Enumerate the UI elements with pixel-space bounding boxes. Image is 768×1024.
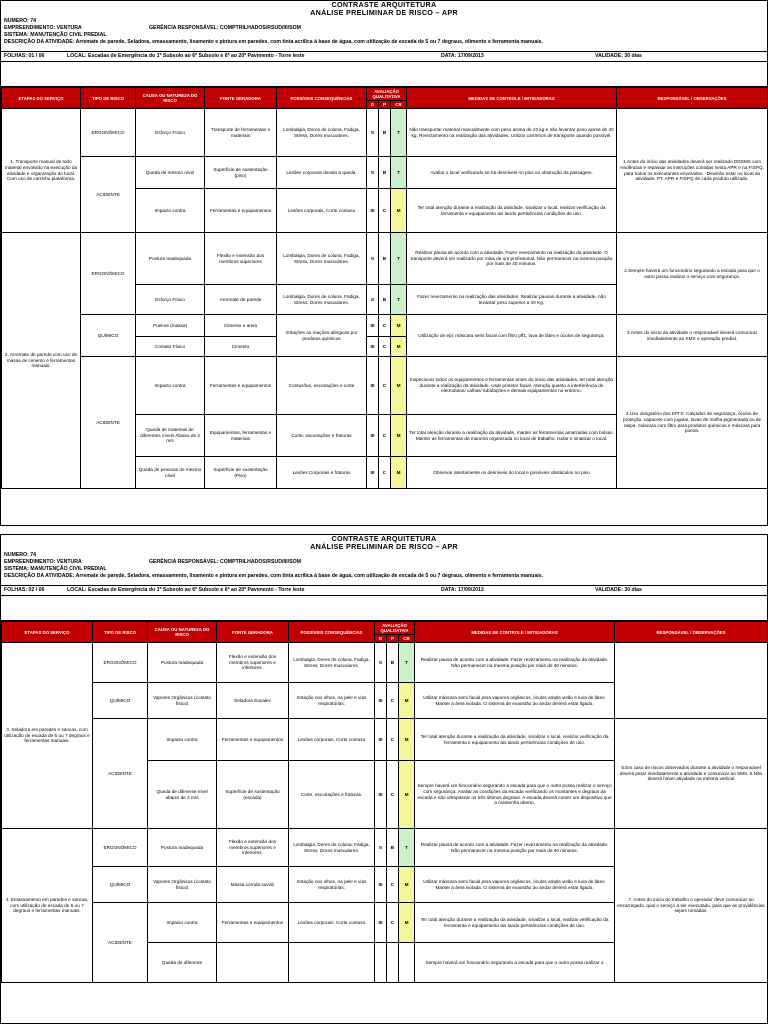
data-label: DATA: (441, 587, 457, 593)
fonte-cell: Arremate de parede (205, 285, 277, 315)
consequencia-cell: Irritação nos olhos, na pele e vias respiratórias. (289, 683, 375, 719)
medidas-cell: Ter total atenção durante a realização da atividade, sinalizar o local, realizar verificação da ferramenta e equipamento ais tando pertinências condições de uso. (407, 189, 617, 233)
cr-cell: T (391, 157, 407, 189)
risk-table (1, 87, 768, 489)
causa-cell: Queda de mesmo nível (136, 157, 205, 189)
gerencia-line (149, 25, 301, 31)
col-medidas: MEDIDAS DE CONTROLE / MITIGADORAS (407, 88, 617, 109)
causa-cell: Impacto contra (148, 719, 217, 761)
sistema-label: SISTEMA: (4, 566, 29, 572)
folhas-line (4, 587, 44, 593)
medidas-cell: Sempre haverá um funcionário segurando a escada para que o outro possa realizar o serviço com segurança. Avaliar as condições da escada verificando os montantes e degraus da escada e não ultrapassar os três últimos degraus. A escada deverá conter um dispositivo que a mantenha aberto. (415, 761, 615, 829)
sistema-line (4, 32, 107, 38)
gerencia-value: COMPTRILHADOS/RSUD/III/SOM (220, 25, 301, 31)
cr-cell: M (399, 719, 415, 761)
numero-line (4, 18, 36, 24)
cr-cell: M (399, 903, 415, 943)
sistema-value: MANUTENÇÃO CIVIL PREDIAL (30, 32, 107, 38)
local-label: LOCAL: (67, 53, 87, 59)
p-cell: C (387, 761, 399, 829)
medidas-cell: Inspecionar todos os equipamentos e ferramentas antes do início das atividades, ter total atenção durante a realização da atividade. Usar protetor facial. Atenção quanto a interferência de eletrodutos/ calhas/ tubulações e demais equipamentos no entorno. (407, 357, 617, 415)
table-row (2, 315, 768, 337)
medidas-cell: Ter total atenção durante a realização da atividade, manter as ferramentas amarradas com bolsas. Manter as ferramentas de maneira organizada no local de trabalho. Isolar e sinalizar o local. (407, 415, 617, 457)
p-cell: C (379, 357, 391, 415)
gerencia-label: GERÊNCIA RESPONSÁVEL: (149, 559, 219, 565)
folhas-value: 02 / 06 (28, 587, 45, 593)
cr-cell: M (391, 457, 407, 489)
consequencia-cell: Lombalgia, Dores de coluna, Fadiga, Stress, Dores musculares. (289, 643, 375, 683)
etapa-cell: 3. Seladora em paredes e sancas, com utilização de escada de 5 ou 7 degraus e ferramentas manuais. (2, 643, 93, 829)
tipo-cell: QUÍMICO (93, 867, 148, 903)
table-row (2, 643, 768, 683)
etapa-cell: 4. Emassamento em paredes e sancas, com utilização de escada de 5 ou 7 degraus e ferramentas manuais. (2, 829, 93, 983)
consequencia-cell: Lesões corporais, Corte contuso (289, 719, 375, 761)
tipo-cell: ACIDENTE (93, 903, 148, 983)
sistema-line (4, 566, 107, 572)
data-line (441, 53, 484, 59)
local-line (67, 587, 305, 593)
numero-value: 74 (30, 552, 37, 558)
descricao-label: DESCRIÇÃO DA ATIVIDADE: (4, 39, 75, 45)
consequencia-cell: Lesões corporais devido a queda. (277, 157, 367, 189)
fonte-cell: Cimento e areia (205, 315, 277, 337)
col-tipo: TIPO DE RISCO (93, 622, 148, 643)
empreendimento-value: VENTURA (56, 559, 82, 565)
consequencia-cell: Lesões corporais, Corte contuso (277, 189, 367, 233)
fonte-cell: Ferramentas e equipamentos (217, 719, 289, 761)
causa-cell: Postura Inadequada (148, 643, 217, 683)
causa-cell: Queda de diferente (148, 943, 217, 983)
g-cell: III (367, 357, 379, 415)
p-cell: C (387, 719, 399, 761)
sheet-header (1, 535, 767, 621)
medidas-cell: Realizar pausa de acordo com a atividade. Fazer revezamento na realização da atividade. O transporte deverá ser realizado por mais de um profissional. Não permanecer na mesma posição por mais de 40 minutos. (407, 233, 617, 285)
p-cell: B (379, 233, 391, 285)
responsavel-cell (615, 643, 768, 719)
fonte-cell: Equipamentos, ferramentas e materiais (205, 415, 277, 457)
medidas-cell: Sempre haverá um funcionário segurando a escada para que o outro possa realizar o (415, 943, 615, 983)
consequencia-cell: Lesões Corporais e fraturas (277, 457, 367, 489)
medidas-cell: Avaliar o local verificando se há desníveis no piso ou obstrução da passagem. (407, 157, 617, 189)
g-cell: II (367, 157, 379, 189)
tipo-cell: ACIDENTE (93, 719, 148, 829)
cr-cell: M (399, 683, 415, 719)
cr-cell: M (391, 189, 407, 233)
fonte-cell: Ferramentas e equipamentos (205, 189, 277, 233)
col-causa: CAUSA OU NATUREZA DO RISCO (148, 622, 217, 643)
table-row (2, 357, 768, 415)
gerencia-label: GERÊNCIA RESPONSÁVEL: (149, 25, 219, 31)
cr-cell: T (391, 109, 407, 157)
p-cell: C (387, 903, 399, 943)
col-p: P (379, 101, 391, 109)
fonte-cell: Superfície de sustentação (piso) (205, 157, 277, 189)
numero-value: 74 (30, 18, 37, 24)
p-cell: C (379, 415, 391, 457)
causa-cell: Impacto contra (148, 903, 217, 943)
causa-cell: Esforço Físico (136, 285, 205, 315)
g-cell: III (367, 337, 379, 357)
descricao-line (4, 573, 764, 579)
empreendimento-line (4, 559, 82, 565)
data-label: DATA: (441, 53, 457, 59)
col-causa: CAUSA OU NATUREZA DO RISCO (136, 88, 205, 109)
company-name: CONTRASTE ARQUITETURA (331, 534, 437, 543)
causa-cell: Impacto contra (136, 189, 205, 233)
local-value: Escadas de Emergência do 1º Subsolo ao 6º Subsolo e 6º ao 20º Pavimento - Torre leste (88, 587, 305, 593)
etapa-cell: 2. Arremate de parede com uso de massa de cimento e ferramentas manuais. (2, 233, 81, 489)
g-cell (375, 943, 387, 983)
tipo-cell: ACIDENTE (81, 157, 136, 233)
cr-cell: T (399, 829, 415, 867)
tipo-cell: QUÍMICO (93, 683, 148, 719)
p-cell: B (387, 829, 399, 867)
validade-value: 30 dias (624, 587, 642, 593)
gerencia-line (149, 559, 301, 565)
cr-cell: M (391, 337, 407, 357)
p-cell: C (379, 457, 391, 489)
fonte-cell: Flexão e extensão dos membros superiores e inferiores. (217, 829, 289, 867)
empreendimento-value: VENTURA (56, 25, 82, 31)
col-etapas: ETAPAS DO SERVIÇO (2, 88, 81, 109)
data-line (441, 587, 484, 593)
cr-cell: T (391, 285, 407, 315)
validade-label: VALIDADE: (595, 587, 623, 593)
col-p: P (387, 635, 399, 643)
gerencia-value: COMPTRILHADOS/RSUD/III/SOM (220, 559, 301, 565)
col-cr: CR (391, 101, 407, 109)
consequencia-cell: Lombalgia, Dores de coluna, Fadiga, Stress, Dores musculares. (277, 233, 367, 285)
p-cell: C (379, 337, 391, 357)
causa-cell: Vapores Orgânicos (contato físico) (148, 683, 217, 719)
tipo-cell: ERGONÔMICO (81, 109, 136, 157)
numero-label: NUMERO: (4, 552, 29, 558)
document-title: ANÁLISE PRELIMINAR DE RISCO – APR (310, 541, 458, 551)
g-cell: III (375, 761, 387, 829)
fonte-cell: Cimento (205, 337, 277, 357)
sistema-label: SISTEMA: (4, 32, 29, 38)
causa-cell: Impacto contra (136, 357, 205, 415)
p-cell: B (379, 157, 391, 189)
causa-cell: Postura Inadequada (148, 829, 217, 867)
responsavel-cell: 7. Antes do início do trabalho o operador deve comunicar ao encarregado, qual o serviço a ser executado, para que as providências sejam tomadas. (615, 829, 768, 983)
consequencia-cell (289, 943, 375, 983)
col-responsavel: RESPONSÁVEL / OBSERVAÇÕES (617, 88, 768, 109)
causa-cell: Queda de diferente nível abaixo de 2 m/s (148, 761, 217, 829)
folhas-label: FOLHAS: (4, 53, 28, 59)
g-cell: III (375, 903, 387, 943)
fonte-cell: Seladora Eucalex (217, 683, 289, 719)
g-cell: II (375, 643, 387, 683)
g-cell: III (367, 189, 379, 233)
fonte-cell (217, 943, 289, 983)
folhas-value: 01 / 06 (28, 53, 45, 59)
sistema-value: MANUTENÇÃO CIVIL PREDIAL (30, 566, 107, 572)
g-cell: II (367, 233, 379, 285)
causa-cell: Queda de pessoas de mesmo nível (136, 457, 205, 489)
medidas-cell: Fazer revezamento na realização das atividades. Realizar pausas durante a atividade, não levantar peso superior a 40 Kg. (407, 285, 617, 315)
responsavel-cell: 2.Sempre haverá um funcionário segurando a escada para que o outro possa realizar o serviço com segurança. (617, 233, 768, 315)
descricao-value: Arremate de parede, Seladora, emassamento, lixamento e pintura em paredes, com tinta acrílica à base de água, com utilização de escada de 5 ou 7 degraus, olimento e ferramenta manuais. (75, 39, 544, 45)
risk-table (1, 621, 768, 983)
fonte-cell: Flexão e extensão dos membros superiores (205, 233, 277, 285)
tipo-cell: ERGONÔMICO (81, 233, 136, 315)
fonte-cell: Flexão e extensão dos membros superiores e inferiores. (217, 643, 289, 683)
medidas-cell: Utilizar máscara semi facial para vapores orgânicos, óculos ampla visão e luva de látex. Manter a área isolada. O sistema de exaustão do andar deverá estar ligado. (415, 683, 615, 719)
responsavel-cell: 1.Antes do início das atividades deverá ser realizado DDSMS com evidências e repassar as instruções contidas nesta APR e na FISPQ, para todos os executantes envolvidos. -Deverão estar no local da atividade, PT, APR e FISPQ de cada produto utilizado. (617, 109, 768, 233)
local-value: Escadas de Emergência do 1º Subsolo ao 6º Subsolo e 6º ao 20º Pavimento - Torre leste (88, 53, 305, 59)
consequencia-cell: Lombalgia, Dores de coluna, Fadiga, Stress, Dores musculares. (277, 285, 367, 315)
causa-cell: Postura Inadequada (136, 233, 205, 285)
numero-line (4, 552, 36, 558)
fonte-cell: Superfície de sustentação (Piso) (205, 457, 277, 489)
col-consequencia: POSSÍVEIS CONSEQUÊNCIAS (289, 622, 375, 643)
col-cr: CR (399, 635, 415, 643)
consequencia-cell: Lombalgia, Dores de coluna, Fadiga, Stress, Dores musculares. (289, 829, 375, 867)
g-cell: II (375, 829, 387, 867)
cr-cell: M (399, 867, 415, 903)
document-title: ANÁLISE PRELIMINAR DE RISCO – APR (310, 7, 458, 17)
table-row (2, 109, 768, 157)
p-cell (387, 943, 399, 983)
company-name: CONTRASTE ARQUITETURA (331, 0, 437, 9)
empreendimento-label: EMPREENDIMENTO: (4, 25, 56, 31)
causa-cell: Esforço Físico (136, 109, 205, 157)
col-g: G (375, 635, 387, 643)
medidas-cell: Utilização de epi: máscara semi facial com filtro pff1, luva de látex e óculos de segurança. (407, 315, 617, 357)
consequencia-cell: Irritação nos olhos, na pele e vias respiratórias. (289, 867, 375, 903)
medidas-cell: Ter total atenção durante a realização da atividade, sinalizar o local, realizar verificação da ferramenta e equipamento ais tando pertinências condições de uso. (415, 719, 615, 761)
g-cell: II (367, 109, 379, 157)
consequencia-cell: Contusões, escoriações e corte (277, 357, 367, 415)
col-avaliacao: AVALIAÇÃO QUALITATIVA (367, 88, 407, 101)
responsavel-cell: 4.Uso obrigatório dos EPI'S: Calçados de segurança, óculos de proteção, capacete com jugular, luvas de malha pigmentada ou de raspa, máscara com filtro para produtos químicos e máscara para poeira. (617, 357, 768, 489)
tipo-cell: ERGONÔMICO (93, 643, 148, 683)
table-row (2, 233, 768, 285)
g-cell: III (375, 719, 387, 761)
g-cell: III (367, 457, 379, 489)
fonte-cell: Ferramentas e equipamentos (205, 357, 277, 415)
table-row (2, 829, 768, 867)
causa-cell: Queda de materiais de diferentes níveis Abaixo de 2 m/s (136, 415, 205, 457)
local-line (67, 53, 305, 59)
col-etapas: ETAPAS DO SERVIÇO (2, 622, 93, 643)
descricao-value: Arremate de parede, Seladora, emassamento, lixamento e pintura em paredes, com tinta acrílica à base de água, com utilização de escada de 5 ou 7 degraus, olimento e ferramenta manuais. (75, 573, 544, 579)
medidas-cell: Realizar pausa de acordo com a atividade. Fazer revezamento na realização da atividade. Não permanecer na mesma posição por mais de 40 minutos. (415, 643, 615, 683)
causa-cell: Contato Físico (136, 337, 205, 357)
descricao-label: DESCRIÇÃO DA ATIVIDADE: (4, 573, 75, 579)
empreendimento-label: EMPREENDIMENTO: (4, 559, 56, 565)
consequencia-cell: Lombalgia, Dores de coluna, Fadiga, Stress, Dores musculares. (277, 109, 367, 157)
responsavel-cell: 3.Antes do início da atividade o responsável deverá comunicar imediatamente ao SMS e operação predial. (617, 315, 768, 357)
apr-sheet-2 (0, 534, 768, 1024)
validade-label: VALIDADE: (595, 53, 623, 59)
validade-line (595, 53, 642, 59)
col-fonte: FONTE GERADORA (217, 622, 289, 643)
causa-cell: Poeiras (massa) (136, 315, 205, 337)
medidas-cell: Observar atentamente os desníveis do local e possíveis obstáculos no piso (407, 457, 617, 489)
etapa-cell: 1. Transporte manual de todo material envolvido na execução da atividade e organização do local. Com uso de carrinho plataforma. (2, 109, 81, 233)
medidas-cell: Realizar pausa de acordo com a atividade. Fazer revezamento na realização da atividade. Não permanecer na mesma posição por mais de 40 minutos. (415, 829, 615, 867)
cr-cell: M (391, 315, 407, 337)
p-cell: C (387, 867, 399, 903)
consequencia-cell: Corte, escoriações e fraturas (277, 415, 367, 457)
validade-value: 30 dias (624, 53, 642, 59)
consequencia-cell: Corte, escoriações e fraturas. (289, 761, 375, 829)
col-medidas: MEDIDAS DE CONTROLE / MITIGADORAS (415, 622, 615, 643)
cr-cell (399, 943, 415, 983)
cr-cell: T (391, 233, 407, 285)
g-cell: III (367, 415, 379, 457)
cr-cell: M (391, 415, 407, 457)
medidas-cell: Utilizar máscara semi facial para vapores orgânicos, óculos ampla visão e luva de látex. Manter a área isolada. O sistema de exaustão do andar deverá estar ligado. (415, 867, 615, 903)
tipo-cell: QUÍMICO (81, 315, 136, 357)
fonte-cell: Transporte de ferramentas e materiais (205, 109, 277, 157)
col-fonte: FONTE GERADORA (205, 88, 277, 109)
data-value: 17/09/2013 (457, 587, 484, 593)
numero-label: NUMERO: (4, 18, 29, 24)
cr-cell: M (399, 761, 415, 829)
p-cell: B (379, 109, 391, 157)
tipo-cell: ACIDENTE (81, 357, 136, 489)
empreendimento-line (4, 25, 82, 31)
descricao-line (4, 39, 764, 45)
p-cell: C (387, 683, 399, 719)
fonte-cell: Superfície de sustentação (escada) (217, 761, 289, 829)
g-cell: III (375, 683, 387, 719)
g-cell: III (367, 315, 379, 337)
medidas-cell: Não transportar material manualmente com peso acima de 23 kg e não levantar peso acima de 40 kg. Revezamento na realização das atividades. Utilizar carrinhos de transporte quando possível. (407, 109, 617, 157)
risk-table-body (2, 643, 768, 983)
col-g: G (367, 101, 379, 109)
folhas-label: FOLHAS: (4, 587, 28, 593)
responsavel-cell: 5.Em caso de riscos observados durante a atividade o responsável deverá parar imediatamente a atividade e comunicar ao SMS. 6.Não deverá haver atividade na mesma vertical (615, 719, 768, 829)
col-responsavel: RESPONSÁVEL / OBSERVAÇÕES (615, 622, 768, 643)
cr-cell: M (391, 357, 407, 415)
data-value: 17/09/2013 (457, 53, 484, 59)
medidas-cell: Ter total atenção durante a realização da atividade, sinalizar o local, realizar verificação da ferramenta e equipamento ais tando pertinências condições de uso. (415, 903, 615, 943)
p-cell: B (379, 285, 391, 315)
table-row (2, 719, 768, 761)
col-tipo: TIPO DE RISCO (81, 88, 136, 109)
p-cell: C (379, 189, 391, 233)
causa-cell: Vapores Orgânicos (contato físico) (148, 867, 217, 903)
tipo-cell: ERGONÔMICO (93, 829, 148, 867)
fonte-cell: Ferramentas e equipamentos (217, 903, 289, 943)
g-cell: II (367, 285, 379, 315)
validade-line (595, 587, 642, 593)
consequencia-cell: Lesões corporais, Corte contuso (289, 903, 375, 943)
col-avaliacao: AVALIAÇÃO QUALITATIVA (375, 622, 415, 635)
local-label: LOCAL: (67, 587, 87, 593)
cr-cell: T (399, 643, 415, 683)
sheet-header (1, 1, 767, 87)
p-cell: C (379, 315, 391, 337)
g-cell: III (375, 867, 387, 903)
risk-table-body (2, 109, 768, 489)
p-cell: B (387, 643, 399, 683)
col-consequencia: POSSÍVEIS CONSEQUÊNCIAS (277, 88, 367, 109)
folhas-line (4, 53, 44, 59)
fonte-cell: Massa corrida suvinil (217, 867, 289, 903)
consequencia-cell: Irritações ou reações alérgicas por produtos químicos (277, 315, 367, 357)
